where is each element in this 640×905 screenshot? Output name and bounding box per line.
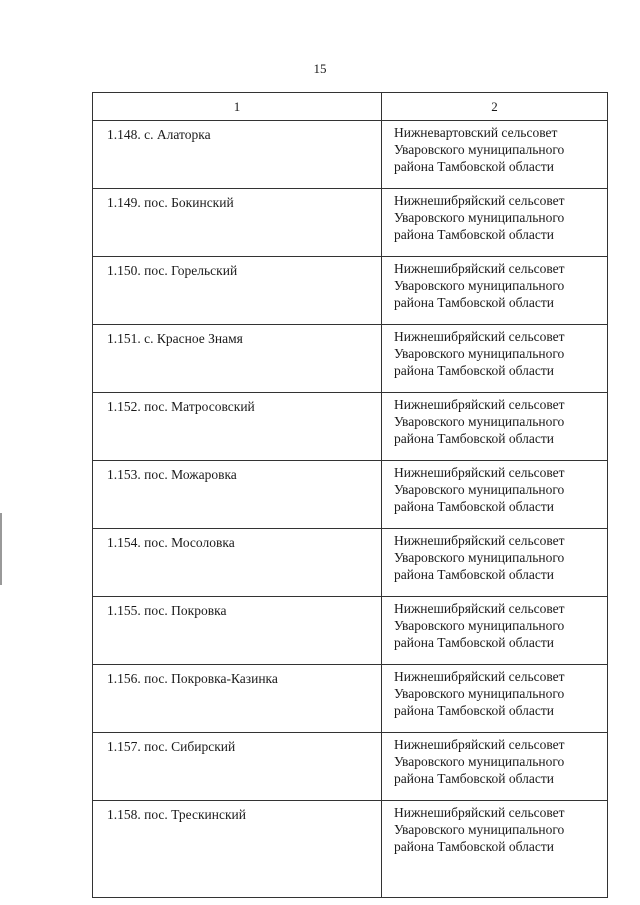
council-cell: [382, 597, 608, 665]
council-text-line: Нижнешибряйский сельсовет: [394, 193, 565, 208]
council-text-line: Нижнешибряйский сельсовет: [394, 465, 565, 480]
settlement-cell: [93, 597, 382, 665]
table-row: [93, 597, 608, 665]
table-row: [93, 801, 608, 898]
settlement-name: 1.148. с. Алаторка: [107, 127, 211, 142]
council-text-line: района Тамбовской области: [394, 567, 555, 582]
settlement-cell: [93, 393, 382, 461]
settlement-name: 1.155. пос. Покровка: [107, 603, 227, 618]
council-text-line: Нижневартовский сельсовет: [394, 125, 558, 140]
table-row: [93, 665, 608, 733]
table-row: [93, 257, 608, 325]
council-text-line: Нижнешибряйский сельсовет: [394, 397, 565, 412]
council-text-line: района Тамбовской области: [394, 771, 555, 786]
settlement-cell: [93, 325, 382, 393]
council-text-line: Нижнешибряйский сельсовет: [394, 533, 565, 548]
council-cell: [382, 189, 608, 257]
table-row: [93, 529, 608, 597]
table-row: [93, 733, 608, 801]
council-cell: [382, 461, 608, 529]
council-cell: [382, 393, 608, 461]
settlement-name: 1.156. пос. Покровка-Казинка: [107, 671, 278, 686]
council-text-line: района Тамбовской области: [394, 431, 555, 446]
council-text-line: Уваровского муниципального: [394, 618, 565, 633]
settlement-name: 1.151. с. Красное Знамя: [107, 331, 243, 346]
table-row: [93, 393, 608, 461]
council-text-line: района Тамбовской области: [394, 159, 555, 174]
table-row: [93, 461, 608, 529]
council-text-line: Уваровского муниципального: [394, 414, 565, 429]
council-cell: [382, 733, 608, 801]
settlement-cell: [93, 733, 382, 801]
council-text-line: Нижнешибряйский сельсовет: [394, 329, 565, 344]
council-text-line: Уваровского муниципального: [394, 210, 565, 225]
council-cell: [382, 121, 608, 189]
council-text-line: Нижнешибряйский сельсовет: [394, 601, 565, 616]
council-text-line: Уваровского муниципального: [394, 142, 565, 157]
council-cell: [382, 665, 608, 733]
council-cell: [382, 257, 608, 325]
council-text-line: Уваровского муниципального: [394, 550, 565, 565]
settlement-name: 1.150. пос. Горельский: [107, 263, 238, 278]
table-header-row: [93, 93, 608, 121]
settlement-cell: [93, 665, 382, 733]
scan-margin-mark: [0, 513, 2, 585]
column-header-2: 2: [382, 93, 608, 121]
settlement-cell: [93, 529, 382, 597]
council-text-line: Нижнешибряйский сельсовет: [394, 805, 565, 820]
council-text-line: района Тамбовской области: [394, 363, 555, 378]
settlement-cell: [93, 461, 382, 529]
council-text-line: района Тамбовской области: [394, 295, 555, 310]
council-text-line: Уваровского муниципального: [394, 686, 565, 701]
council-text-line: Нижнешибряйский сельсовет: [394, 737, 565, 752]
table-row: [93, 325, 608, 393]
settlement-table: [92, 92, 608, 898]
page-number: 15: [313, 61, 327, 76]
council-text-line: района Тамбовской области: [394, 499, 555, 514]
table-row: [93, 121, 608, 189]
council-text-line: Уваровского муниципального: [394, 822, 565, 837]
council-text-line: Нижнешибряйский сельсовет: [394, 669, 565, 684]
council-text-line: Нижнешибряйский сельсовет: [394, 261, 565, 276]
council-text-line: Уваровского муниципального: [394, 482, 565, 497]
council-cell: [382, 325, 608, 393]
settlement-name: 1.157. пос. Сибирский: [107, 739, 236, 754]
council-text-line: района Тамбовской области: [394, 839, 555, 854]
settlement-name: 1.152. пос. Матросовский: [107, 399, 255, 414]
council-text-line: Уваровского муниципального: [394, 278, 565, 293]
settlement-cell: [93, 801, 382, 898]
settlement-name: 1.153. пос. Можаровка: [107, 467, 237, 482]
settlement-name: 1.158. пос. Трескинский: [107, 807, 246, 822]
council-text-line: района Тамбовской области: [394, 703, 555, 718]
settlement-name: 1.154. пос. Мосоловка: [107, 535, 235, 550]
settlement-cell: [93, 257, 382, 325]
council-text-line: района Тамбовской области: [394, 227, 555, 242]
council-cell: [382, 529, 608, 597]
council-text-line: Уваровского муниципального: [394, 754, 565, 769]
column-header-1: 1: [93, 93, 382, 121]
table-row: [93, 189, 608, 257]
settlement-cell: [93, 121, 382, 189]
council-text-line: Уваровского муниципального: [394, 346, 565, 361]
council-text-line: района Тамбовской области: [394, 635, 555, 650]
settlement-name: 1.149. пос. Бокинский: [107, 195, 234, 210]
settlement-cell: [93, 189, 382, 257]
council-cell: [382, 801, 608, 898]
